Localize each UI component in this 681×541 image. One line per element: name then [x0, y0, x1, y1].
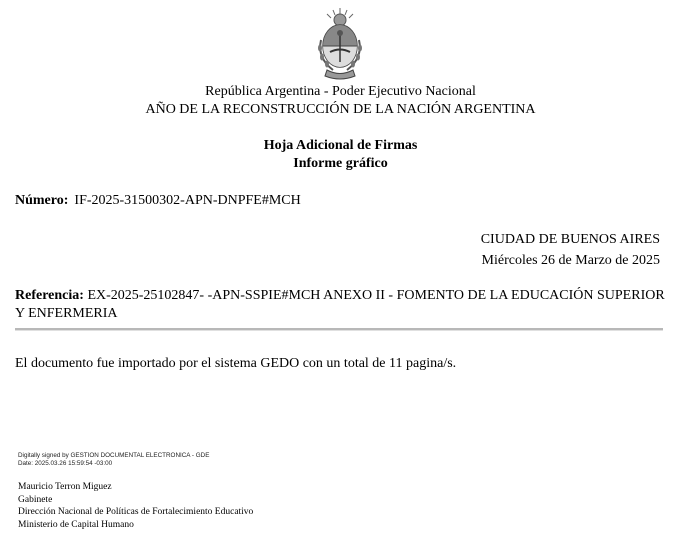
digital-signature-date: Date: 2025.03.26 15:59:54 -03:00	[18, 459, 113, 467]
sheet-subtitle: Informe gráfico	[293, 156, 388, 171]
year-motto: AÑO DE LA RECONSTRUCCIÓN DE LA NACIÓN ARGENTINA	[145, 102, 536, 117]
signer-role: Gabinete	[18, 494, 53, 505]
reference-label: Referencia:	[15, 288, 84, 303]
body-text: El documento fue importado por el sistema GEDO con un total de 11 pagina/s.	[15, 356, 457, 371]
number-label: Número:	[15, 193, 69, 208]
reference	[15, 287, 665, 323]
signer-ministry: Ministerio de Capital Humano	[18, 519, 134, 530]
city: CIUDAD DE BUENOS AIRES	[480, 232, 660, 247]
signer-department: Dirección Nacional de Políticas de Fortalecimiento Educativo	[18, 507, 254, 517]
argentina-coat-of-arms-icon	[313, 6, 367, 80]
reference-value: EX-2025-25102847- -APN-SSPIE#MCH ANEXO II - FOMENTO DE LA EDUCACIÓN SUPERIOR Y ENFERMERIA	[15, 288, 665, 321]
sheet-title: Hoja Adicional de Firmas	[263, 138, 418, 153]
document-date: Miércoles 26 de Marzo de 2025	[481, 253, 660, 268]
number-value: IF-2025-31500302-APN-DNPFE#MCH	[74, 193, 301, 208]
signer-block	[18, 481, 253, 531]
document-number	[15, 192, 301, 210]
government-header: República Argentina - Poder Ejecutivo Nacional	[205, 84, 476, 99]
signer-name: Mauricio Terron Miguez	[18, 482, 112, 492]
digital-signature-line: Digitally signed by GESTION DOCUMENTAL ELECTRONICA - GDE	[18, 452, 210, 459]
divider	[15, 328, 663, 331]
digital-signature-stamp	[18, 452, 209, 467]
